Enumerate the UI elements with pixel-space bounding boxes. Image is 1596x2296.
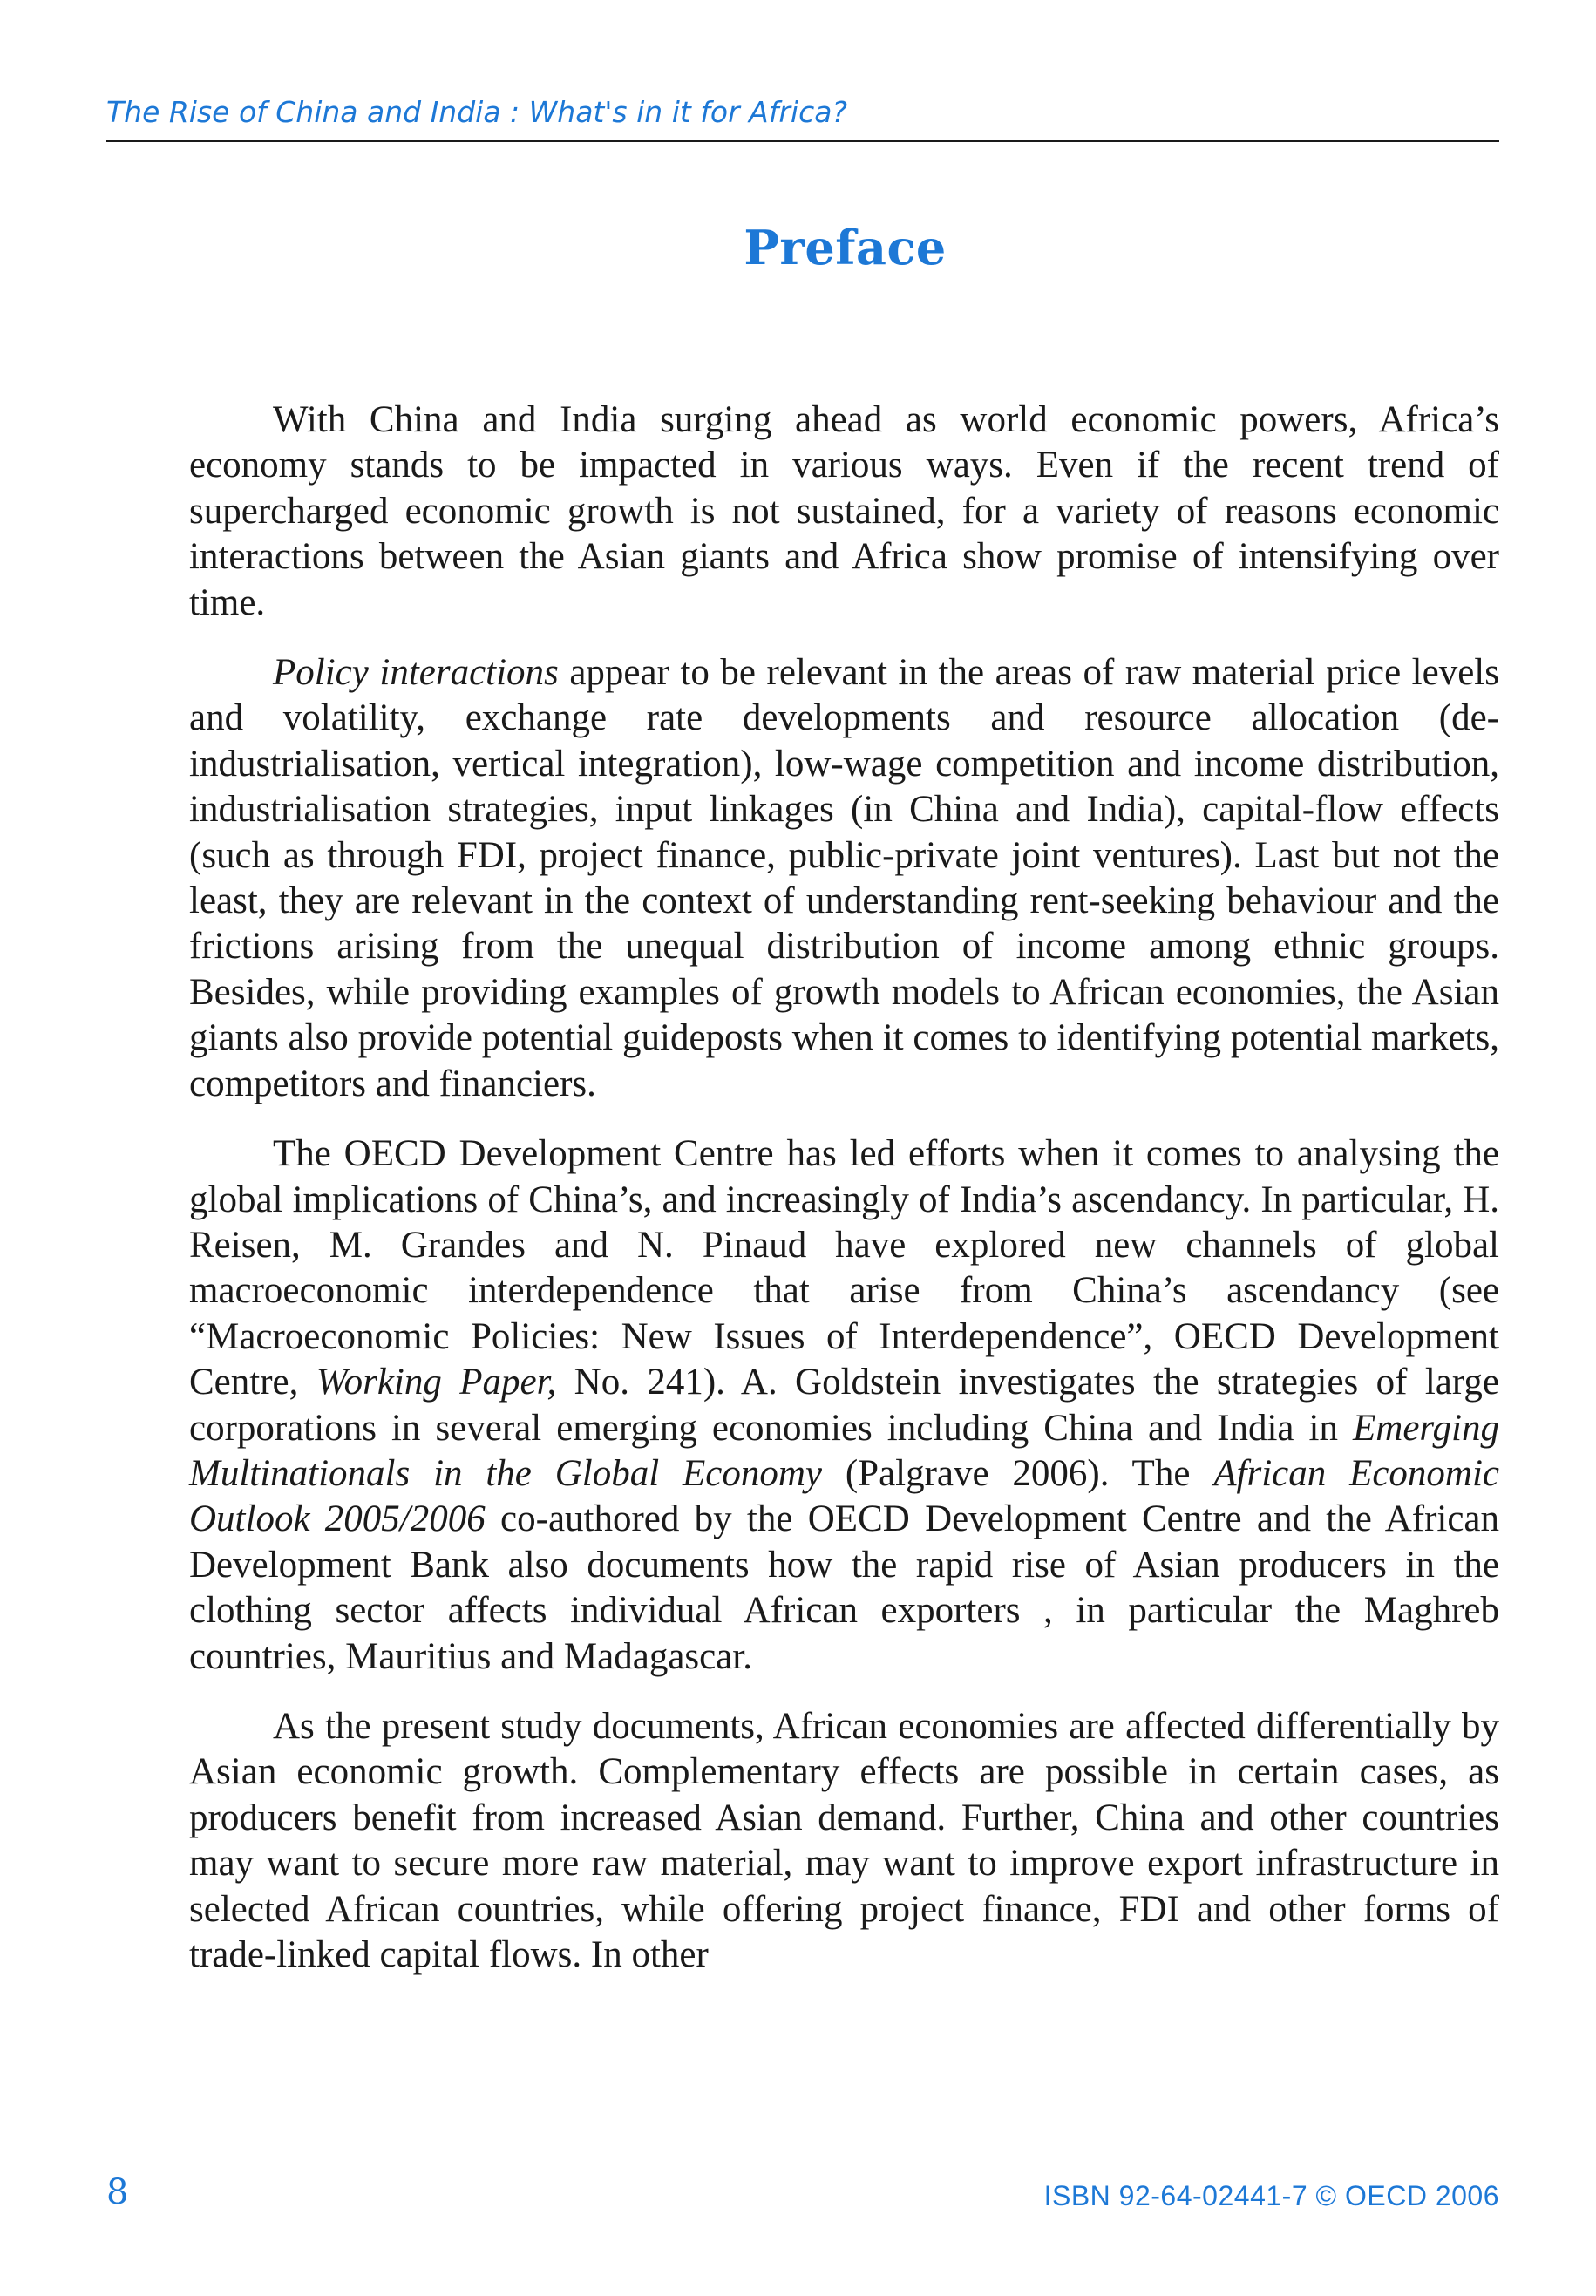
paragraph-3-italic-2: Emerging Multinationals in the Global Economy <box>189 1407 1499 1494</box>
paragraph-2-italic-lead: Policy interactions <box>273 652 559 694</box>
isbn-copyright: ISBN 92-64-02441-7 © OECD 2006 <box>1043 2180 1499 2211</box>
paragraph-3-text-2: No. 241). A. Goldstein investigates the strategies of large corporations in several emerging economies including China and India in <box>189 1362 1499 1449</box>
header-rule <box>106 140 1499 142</box>
paragraph-4: As the present study documents, African economies are affected differentially by Asian economic growth. Complementary effects are possible in certain cases, as producers benefit from increased Asian demand. Further, China and other countries may want to secure more raw material, may want to improve export infrastructure in selected African countries, while offering project finance, FDI and other forms of trade-linked capital flows. In other <box>189 1705 1499 1975</box>
page-number: 8 <box>106 2172 129 2212</box>
paragraph-3-text-4: co-authored by the OECD Development Centre and the African Development Bank also documents how the rapid rise of Asian producers in the clothing sector affects individual African exporters , in particular the Maghreb countries, Mauritius and Madagascar. <box>189 1498 1500 1677</box>
running-header: The Rise of China and India : What's in it for Africa? <box>106 95 847 129</box>
body-text <box>189 397 1499 2002</box>
paragraph-3-text-3: (Palgrave 2006). The <box>822 1452 1214 1494</box>
paragraph-3-italic-3: African Economic Outlook 2005/2006 <box>189 1452 1500 1540</box>
paragraph-1: With China and India surging ahead as world economic powers, Africa’s economy stands to be impacted in various ways. Even if the recent trend of supercharged economic growth is not sustained, for a variety of reasons economic interactions between the Asian giants and Africa show promise of intensifying over time. <box>189 399 1499 623</box>
paragraph-3 <box>189 1131 1499 1680</box>
page-title: Preface <box>744 220 947 275</box>
paragraph-3-italic-1: Working Paper, <box>316 1362 557 1403</box>
paragraph-2 <box>189 650 1499 1107</box>
paragraph-3-text-1: The OECD Development Centre has led efforts when it comes to analysing the global implications of China’s, and increasingly of India’s ascendancy. In particular, H. Reisen, M. Grandes and N. Pinaud have explored new channels of global macroeconomic interdependence that arise from China’s ascendancy (see “Macroeconomic Policies: New Issues of Interdependence”, OECD Development Centre, <box>189 1133 1499 1403</box>
paragraph-2-text: appear to be relevant in the areas of raw material price levels and volatility, exchange rate developments and resource allocation (de-industrialisation, vertical integration), low-wage competition and income distribution, industrialisation strategies, input linkages (in China and India), capital-flow effects (such as through FDI, project finance, public-private joint ventures). Last but not the least, they are relevant in the context of understanding rent-seeking behaviour and the frictions arising from the unequal distribution of income among ethnic groups. Besides, while providing examples of growth models to African economies, the Asian giants also provide potential guideposts when it comes to identifying potential markets, competitors and financiers. <box>189 652 1499 1104</box>
